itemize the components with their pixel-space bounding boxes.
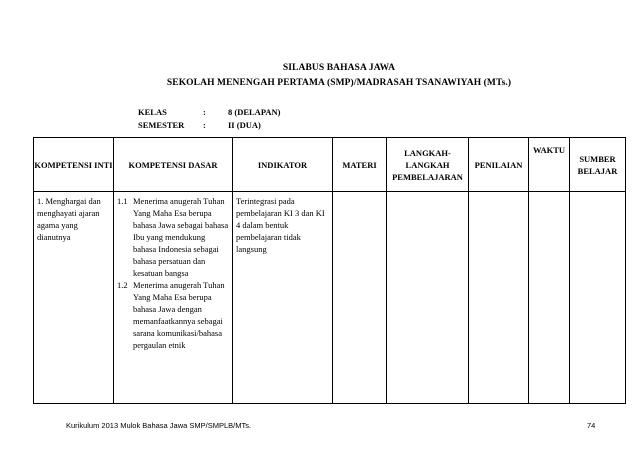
column-header-sumber: SUMBER BELAJAR [570, 138, 626, 192]
list-item: 1.1 Menerima anugerah Tuhan Yang Maha Esa berupa bahasa Jawa sebagai bahasa Ibu yang mendukung bahasa Indonesia sebagai bahasa persatuan dan kesatuan bangsa [117, 196, 229, 278]
page-title: SILABUS BAHASA JAWA [282, 63, 396, 73]
table-row [34, 192, 626, 404]
kelas-value: 8 (DELAPAN) [228, 107, 281, 117]
cell-ki: 1. Menghargai dan menghayati ajaran agama yang dianutnya [34, 192, 114, 404]
page-subtitle: SEKOLAH MENENGAH PERTAMA (SMP)/MADRASAH TSANAWIYAH (MTs.) [166, 78, 512, 88]
cell-langkah [387, 192, 469, 404]
column-header-kd: KOMPETENSI DASAR [114, 138, 233, 192]
cell-sumber [570, 192, 626, 404]
semester-separator: : [203, 120, 206, 130]
column-header-materi: MATERI [333, 138, 387, 192]
cell-penilaian [469, 192, 529, 404]
kelas-separator: : [203, 107, 206, 117]
footer-text: Kurikulum 2013 Mulok Bahasa Jawa SMP/SMPLB/MTs. [66, 421, 252, 430]
column-header-penilaian: PENILAIAN [469, 138, 529, 192]
table-header-row [34, 138, 626, 192]
syllabus-table [33, 137, 626, 404]
column-header-langkah: LANGKAH-LANGKAH PEMBELAJARAN [387, 138, 469, 192]
column-header-indikator: INDIKATOR [233, 138, 333, 192]
cell-indikator: Terintegrasi pada pembelajaran KI 3 dan KI 4 dalam bentuk pembelajaran tidak langsung [233, 192, 333, 404]
cell-kd [114, 192, 233, 404]
cell-materi [333, 192, 387, 404]
page-number: 74 [587, 421, 596, 430]
kelas-label: KELAS [138, 107, 167, 117]
semester-label: SEMESTER [138, 120, 185, 130]
column-header-ki: KOMPETENSI INTI [34, 138, 114, 192]
cell-waktu [529, 192, 570, 404]
list-item: 1.2 Menerima anugerah Tuhan Yang Maha Esa berupa bahasa Jawa dengan memanfaatkannya sebagai sarana komunikasi/bahasa pergaulan etnik [117, 280, 225, 350]
semester-value: II (DUA) [228, 120, 261, 130]
column-header-waktu: WAKTU [529, 138, 570, 192]
